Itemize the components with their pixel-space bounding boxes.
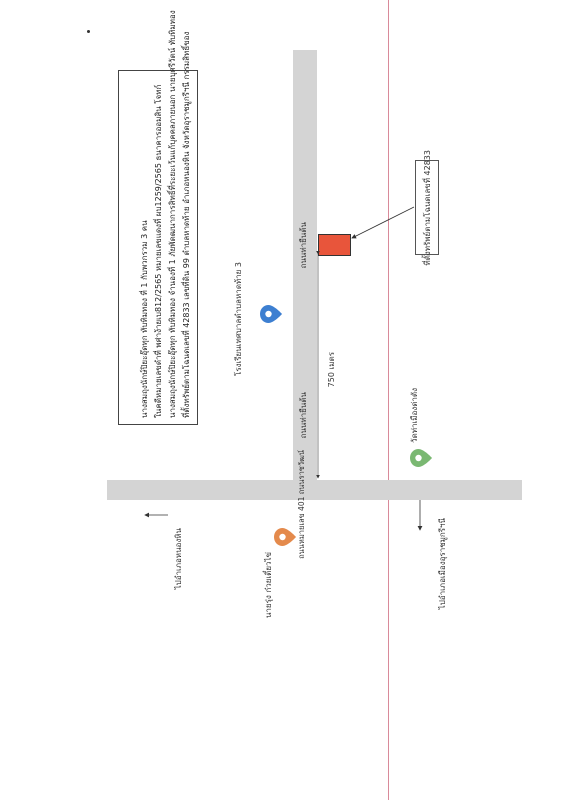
note-pointer-arrow	[352, 207, 414, 238]
shop-location-icon	[273, 525, 297, 549]
distance-label: 750 เมตร	[327, 352, 336, 388]
info-line-1: ที่ตั้งทรัพย์ตามโฉนดเลขที่ 42833 เลขที่ดิน 99 ตำบลหาดท้าย อำเภอหนองหิน จังหวัดอุราชมูกรีฯนี กรรมสิทธิ์ของ	[182, 31, 191, 418]
info-line-3: ในคดีหมายเลขดำที่ พศ่าง้ายเบ812/2565 หมายเลขแดงที่ ผบ1259/2565 ธนาคารออมสิน โจทก์	[154, 84, 163, 418]
to-city-label: ไปอำเภอเมืองอุราชมูกรีฯนี	[438, 518, 447, 610]
school-label: โรงเรียนเทศบาลตำบลหาดท้าย 3	[234, 262, 243, 376]
road-mid-label: ถนนท่ายืนต้น	[299, 392, 308, 439]
to-district-label: ไปอำเภอหนองหิน	[174, 528, 183, 590]
info-line-2: นางสมถุงนักษ์ปิยะอุ๊ดทุก ทับทิมทอง จำนองที่ 1 ภัยพัดฒนาการสิทธิ์ที่ระยะเว้นแก้บุคคลภายนอก นายบุศรีวัตน์ ทับทิมทอง	[168, 10, 177, 418]
property-note-label: ที่ตั้งทรัพย์ตามโฉนดเลขที่ 42833	[422, 149, 432, 266]
info-line-4: นางสมถุงนักษ์ปิยะอุ๊ดทุก ทับทิมทอง ที่ 1 กับพวกรวม 3 คน	[140, 220, 149, 418]
temple-label: วัดท่าเมืองด่าตัง	[410, 388, 419, 443]
temple-location-icon	[409, 446, 433, 470]
road-top-label: ถนนท่ายืนต้น	[299, 222, 308, 269]
road-main-label: ถนนหมายเลข 401 ถนนราชวัฒน์	[297, 450, 306, 559]
school-location-icon	[259, 302, 283, 326]
shop-label: นายรุ่ง ก๋วยเตี๋ยวไข่	[264, 552, 273, 619]
